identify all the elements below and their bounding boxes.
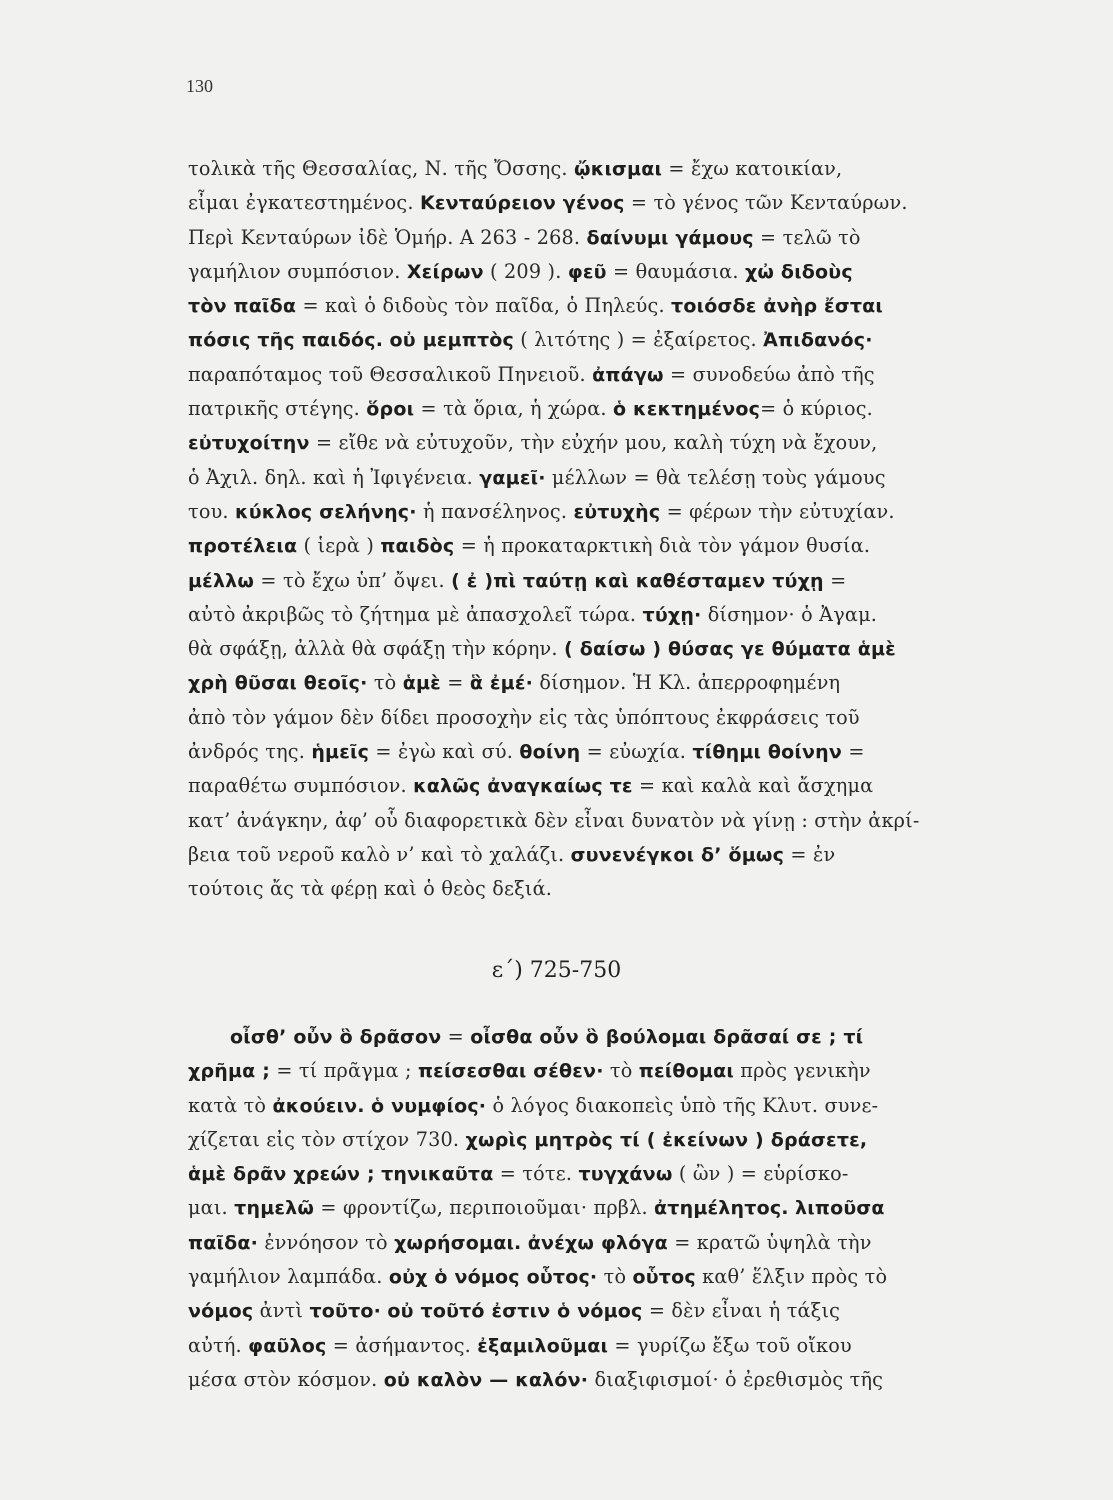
- gloss-text: = τὸ γένος τῶν Κενταύρων.: [624, 191, 908, 215]
- gloss-text: γαμήλιον συμπόσιον.: [188, 259, 407, 283]
- lemma: χωρὶς μητρὸς τί ( ἐκείνων ) δράσετε,: [465, 1128, 868, 1151]
- lemma: μέλλω: [188, 569, 255, 592]
- gloss-text: ἀνδρός της.: [188, 740, 312, 764]
- lemma: πείθομαι: [638, 1060, 734, 1083]
- section-heading: ε΄) 725-750: [491, 958, 622, 983]
- lemma: ᾤκισμαι: [574, 158, 663, 180]
- gloss-text: ἐννόησον τὸ: [258, 1230, 395, 1254]
- gloss-text: ὁ Ἀχιλ. δηλ. καὶ ἡ Ἰφιγένεια.: [188, 465, 480, 489]
- gloss-text: =: [823, 568, 847, 592]
- gloss-text: μαι.: [188, 1196, 235, 1220]
- text-line: [188, 1123, 1036, 1157]
- commentary-block-2: [188, 1020, 1036, 1397]
- text-line: [188, 1226, 1036, 1260]
- gloss-text: = εὐωχία.: [580, 740, 693, 764]
- gloss-text: τολικὰ τῆς Θεσσαλίας, Ν. τῆς Ὄσσης.: [188, 157, 575, 180]
- lemma: οὐ μεμπτὸς: [389, 329, 514, 352]
- text-line: [188, 1363, 1036, 1397]
- gloss-text: = καὶ ὁ διδοὺς τὸν παῖδα, ὁ Πηλεύς.: [296, 294, 672, 318]
- lemma: τηνικαῦτα: [381, 1163, 494, 1186]
- text-line: [188, 255, 1036, 289]
- gloss-text: = συνοδεύω ἀπὸ τῆς: [663, 362, 875, 386]
- lemma: ἐξαμιλοῦμαι: [477, 1334, 609, 1357]
- lemma: καλῶς ἀναγκαίως τε: [413, 775, 633, 798]
- text-line: [188, 186, 1036, 220]
- lemma: οἶσθ’ οὖν ὃ δρᾶσον: [230, 1026, 442, 1048]
- lemma: λιποῦσα: [795, 1197, 885, 1220]
- gloss-text: ( λιτότης ) = ἐξαίρετος.: [514, 328, 764, 352]
- gloss-text: = ἔχω κατοικίαν,: [662, 157, 843, 180]
- text-line: [188, 426, 1036, 460]
- lemma: ἀτημέλητος.: [654, 1197, 789, 1220]
- lemma: ἀπάγω: [592, 363, 664, 386]
- lemma: συνενέγκοι δ’ ὅμως: [570, 843, 785, 866]
- lemma: οὐχ ὁ νόμος οὗτος·: [388, 1266, 598, 1289]
- text-line: [188, 804, 1036, 838]
- gloss-text: ἀντὶ: [253, 1299, 310, 1323]
- gloss-text: τὸ: [367, 671, 403, 695]
- text-line: [188, 1157, 1036, 1191]
- text-line: [188, 1260, 1036, 1294]
- gloss-text: βεια τοῦ νεροῦ καλὸ ν’ καὶ τὸ χαλάζι.: [188, 842, 571, 866]
- gloss-text: = ἡ προκαταρκτικὴ διὰ τὸν γάμον θυσία.: [454, 534, 871, 558]
- gloss-text: = ὁ κύριος.: [760, 397, 873, 421]
- gloss-text: μέσα στὸν κόσμον.: [188, 1367, 384, 1391]
- gloss-text: παραθέτω συμπόσιον.: [188, 774, 414, 798]
- text-line: [188, 1054, 1036, 1088]
- text-line: [188, 495, 1036, 529]
- lemma: χὠ διδοὺς: [744, 260, 853, 283]
- gloss-text: ( ὢν ) = εὑρίσκο-: [672, 1162, 849, 1186]
- lemma: οὐ καλὸν — καλόν·: [383, 1368, 589, 1391]
- lemma: ἀκούειν.: [272, 1094, 365, 1117]
- text-line: [188, 358, 1036, 392]
- lemma: τυγχάνω: [578, 1163, 673, 1186]
- lemma: τοῦτο·: [309, 1300, 382, 1323]
- page-number: 130: [186, 76, 213, 96]
- gloss-text: μέλλων = θὰ τελέσῃ τοὺς γάμους: [545, 465, 886, 489]
- text-line: [188, 1294, 1036, 1328]
- text-line: [188, 529, 1036, 563]
- text-line: [188, 461, 1036, 495]
- gloss-text: = δὲν εἶναι ἡ τάξις: [642, 1299, 841, 1323]
- text-line: [188, 632, 1036, 666]
- lemma: τημελῶ: [234, 1197, 315, 1220]
- text-line: [188, 838, 1036, 872]
- lemma: ὅροι: [366, 398, 415, 421]
- gloss-text: =: [440, 671, 470, 695]
- gloss-text: ( ἱερὰ ): [297, 534, 381, 558]
- lemma: ἀνέχω φλόγα: [527, 1231, 668, 1254]
- gloss-text: κατὰ τὸ: [188, 1093, 273, 1117]
- text-line: [188, 392, 1036, 426]
- text-line: [188, 1329, 1036, 1363]
- text-line: [188, 735, 1036, 769]
- gloss-text: ὁ λόγος διακοπεὶς ὑπὸ τῆς Κλυτ. συνε-: [486, 1093, 879, 1117]
- gloss-text: ἀπὸ τὸν γάμον δὲν δίδει προσοχὴν εἰς τὰς ὑπόπτους ἐκφράσεις τοῦ: [188, 705, 860, 729]
- gloss-text: χίζεται εἰς τὸν στίχον 730.: [188, 1127, 466, 1151]
- lemma: οἶσθα οὖν ὃ βούλομαι δρᾶσαί σε ; τί: [470, 1026, 864, 1048]
- lemma: εὐτυχὴς: [573, 500, 661, 523]
- lemma: τοιόσδε ἀνὴρ ἔσται: [671, 295, 884, 318]
- gloss-text: ( 209 ).: [483, 259, 568, 283]
- gloss-text: πατρικῆς στέγης.: [188, 397, 367, 421]
- text-line: [188, 598, 1036, 632]
- text-line: [188, 1089, 1036, 1123]
- commentary-block-1: [188, 152, 1036, 907]
- lemma: παῖδα·: [188, 1231, 259, 1254]
- gloss-text: = θαυμάσια.: [606, 259, 745, 283]
- gloss-text: τὸ: [603, 1059, 639, 1083]
- lemma: γαμεῖ·: [479, 466, 546, 489]
- lemma: ( δαίσω ) θύσας γε θύματα ἁμὲ: [564, 638, 896, 661]
- lemma: χρὴ θῦσαι θεοῖς·: [188, 672, 368, 695]
- lemma: παιδὸς: [380, 535, 455, 558]
- gloss-text: καθ’ ἕλξιν πρὸς τὸ: [695, 1265, 888, 1289]
- gloss-text: = εἴθε νὰ εὐτυχοῦν, τὴν εὐχήν μου, καλὴ τύχη νὰ ἔχουν,: [309, 431, 878, 455]
- lemma: χωρήσομαι.: [394, 1231, 522, 1254]
- gloss-text: του.: [188, 499, 236, 523]
- lemma: πείσεσθαι σέθεν·: [417, 1060, 604, 1083]
- text-line: [188, 564, 1036, 598]
- text-line: [188, 152, 1036, 186]
- text-line: [188, 289, 1036, 323]
- text-line: [188, 221, 1036, 255]
- gloss-text: κατ’ ἀνάγκην, ἀφ’ οὗ διαφορετικὰ δὲν εἶναι δυνατὸν νὰ γίνῃ : στὴν ἀκρί-: [188, 808, 920, 832]
- lemma: Κενταύρειον γένος: [419, 192, 625, 215]
- lemma: ( ἐ )πὶ ταύτῃ καὶ καθέσταμεν τύχῃ: [451, 569, 824, 592]
- lemma: χρῆμα ;: [188, 1060, 271, 1083]
- lemma: ὁ κεκτημένος: [612, 398, 761, 421]
- gloss-text: τὸ: [597, 1265, 633, 1289]
- lemma: ἃ ἐμέ·: [469, 672, 534, 695]
- gloss-text: θὰ σφάξῃ, ἀλλὰ θὰ σφάξῃ τὴν κόρην.: [188, 637, 565, 661]
- lemma: τὸν παῖδα: [188, 295, 297, 318]
- lemma: θοίνη: [519, 741, 581, 764]
- lemma: φαῦλος: [248, 1334, 327, 1357]
- gloss-text: παραπόταμος τοῦ Θεσσαλικοῦ Πηνειοῦ.: [188, 362, 593, 386]
- lemma: προτέλεια: [188, 535, 298, 558]
- lemma: Χείρων: [406, 260, 484, 283]
- gloss-text: ἡ πανσέληνος.: [416, 499, 574, 523]
- gloss-text: = ἐν: [784, 842, 836, 866]
- gloss-text: = κρατῶ ὑψηλὰ τὴν: [667, 1230, 872, 1254]
- text-line: [188, 1191, 1036, 1225]
- text-line: [188, 701, 1036, 735]
- lemma: τύχῃ·: [642, 603, 702, 626]
- gloss-text: = γυρίζω ἔξω τοῦ οἴκου: [608, 1333, 852, 1357]
- gloss-text: =: [842, 740, 865, 764]
- gloss-text: = ἀσήμαντος.: [326, 1333, 478, 1357]
- lemma: κύκλος σελήνης·: [235, 500, 417, 523]
- lemma: πόσις τῆς παιδός.: [188, 329, 384, 352]
- lemma: ἁμὲ: [402, 672, 441, 695]
- lemma: ἁμὲ δρᾶν χρεών ;: [188, 1163, 375, 1186]
- gloss-text: = τότε.: [493, 1162, 579, 1186]
- gloss-text: αὐτή.: [188, 1333, 249, 1357]
- gloss-text: πρὸς γενικὴν: [733, 1059, 871, 1083]
- lemma: οὗτος: [632, 1266, 696, 1289]
- gloss-text: τούτοις ἄς τὰ φέρῃ καὶ ὁ θεὸς δεξιά.: [188, 877, 553, 901]
- gloss-text: αὐτὸ ἀκριβῶς τὸ ζήτημα μὲ ἀπασχολεῖ τώρα.: [188, 602, 643, 626]
- lemma: δαίνυμι γάμους: [586, 226, 754, 249]
- gloss-text: = τί πρᾶγμα ;: [270, 1059, 418, 1083]
- lemma: Ἀπιδανός·: [763, 329, 873, 352]
- gloss-text: δίσημον· ὁ Ἀγαμ.: [701, 602, 878, 626]
- lemma: τίθημι θοίνην: [692, 741, 843, 764]
- gloss-text: =: [441, 1025, 471, 1048]
- gloss-text: = φέρων τὴν εὐτυχίαν.: [660, 499, 895, 523]
- gloss-text: = ἐγὼ καὶ σύ.: [369, 740, 520, 764]
- gloss-text: δίσημον. Ἡ Κλ. ἀπερροφημένη: [533, 671, 841, 695]
- lemma: φεῦ: [567, 260, 607, 283]
- gloss-text: = τὸ ἔχω ὑπ’ ὄψει.: [254, 568, 452, 592]
- lemma: νόμος: [188, 1300, 254, 1323]
- text-line: [188, 872, 1036, 906]
- gloss-text: = καὶ καλὰ καὶ ἄσχημα: [632, 774, 874, 798]
- gloss-text: γαμήλιον λαμπάδα.: [188, 1265, 389, 1289]
- gloss-text: = τελῶ τὸ: [753, 225, 861, 249]
- lemma: ἡμεῖς: [311, 741, 370, 764]
- gloss-text: Περὶ Κενταύρων ἰδὲ Ὁμήρ. Α 263 - 268.: [188, 225, 587, 249]
- lemma: οὐ τοῦτό ἐστιν ὁ νόμος: [387, 1300, 643, 1323]
- gloss-text: εἶμαι ἐγκατεστημένος.: [188, 191, 420, 215]
- text-line: [188, 769, 1036, 803]
- text-line: [188, 1020, 1036, 1054]
- gloss-text: = τὰ ὅρια, ἡ χώρα.: [414, 397, 613, 421]
- lemma: εὐτυχοίτην: [188, 432, 310, 455]
- gloss-text: = φροντίζω, περιποιοῦμαι· πρβλ.: [314, 1196, 655, 1220]
- lemma: ὁ νυμφίος·: [371, 1094, 487, 1117]
- gloss-text: διαξιφισμοί· ὁ ἐρεθισμὸς τῆς: [588, 1367, 884, 1391]
- text-line: [188, 666, 1036, 700]
- text-line: [188, 323, 1036, 357]
